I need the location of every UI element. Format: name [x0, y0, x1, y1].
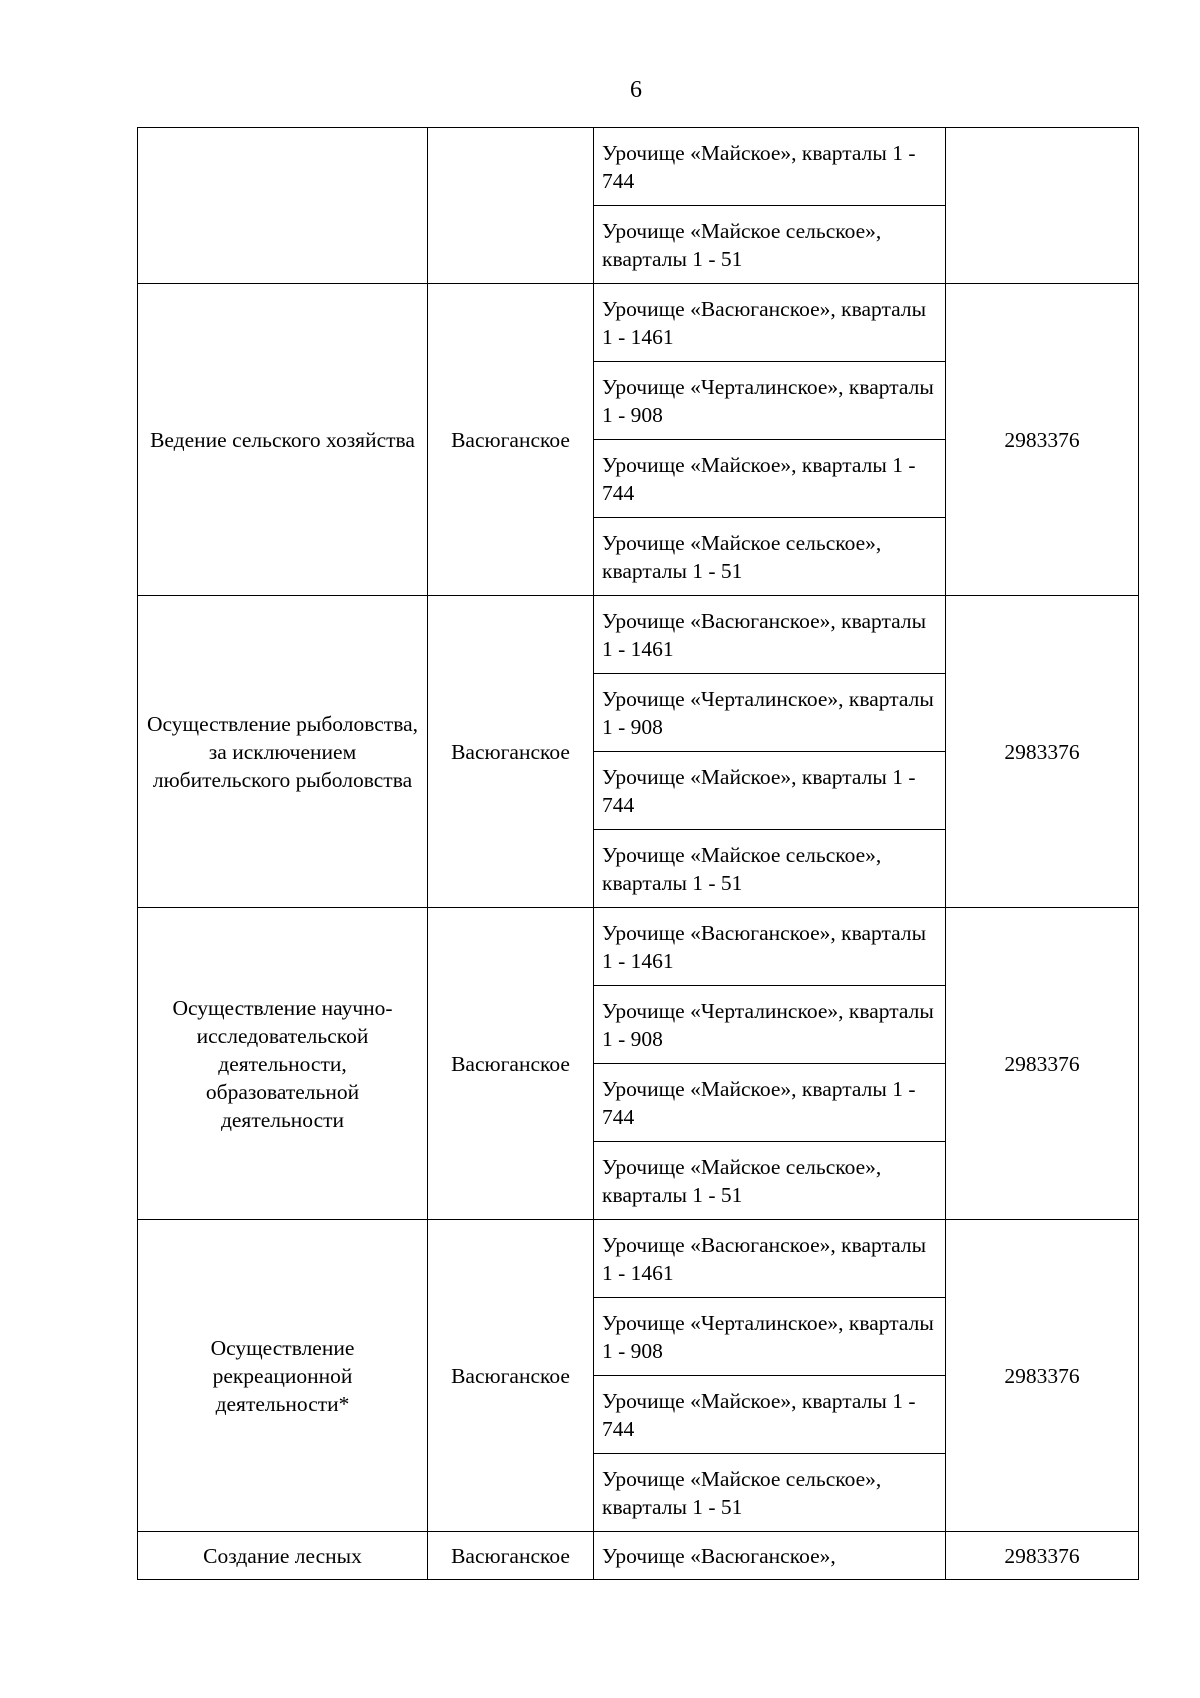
table-row: [138, 284, 1139, 362]
activity-cell: Осуществление рыболовства, за исключением любительского рыболовства: [138, 596, 428, 908]
tract-cell: Урочище «Майское», кварталы 1 - 744: [594, 1064, 946, 1142]
tract-cell: Урочище «Васюганское»,: [594, 1532, 946, 1580]
tract-cell: Урочище «Черталинское», кварталы 1 - 908: [594, 1298, 946, 1376]
forestry-cell: Васюганское: [428, 596, 594, 908]
activity-cell: Ведение сельского хозяйства: [138, 284, 428, 596]
forestry-cell: Васюганское: [428, 1532, 594, 1580]
forest-use-table: [137, 127, 1139, 1580]
tract-cell: Урочище «Майское сельское», кварталы 1 - 51: [594, 1454, 946, 1532]
tract-cell: Урочище «Майское», кварталы 1 - 744: [594, 752, 946, 830]
forestry-cell: [428, 128, 594, 284]
tract-cell: Урочище «Черталинское», кварталы 1 - 908: [594, 674, 946, 752]
activity-cell: Создание лесных: [138, 1532, 428, 1580]
tract-cell: Урочище «Васюганское», кварталы 1 - 1461: [594, 596, 946, 674]
table-row: [138, 128, 1139, 206]
area-cell: 2983376: [946, 596, 1139, 908]
forestry-cell: Васюганское: [428, 908, 594, 1220]
area-cell: 2983376: [946, 284, 1139, 596]
tract-cell: Урочище «Васюганское», кварталы 1 - 1461: [594, 908, 946, 986]
activity-cell: Осуществление рекреационной деятельности*: [138, 1220, 428, 1532]
tract-cell: Урочище «Черталинское», кварталы 1 - 908: [594, 362, 946, 440]
tract-cell: Урочище «Майское сельское», кварталы 1 - 51: [594, 830, 946, 908]
area-cell: 2983376: [946, 1220, 1139, 1532]
tract-cell: Урочище «Майское сельское», кварталы 1 - 51: [594, 518, 946, 596]
forestry-cell: Васюганское: [428, 284, 594, 596]
table-row: [138, 908, 1139, 986]
area-cell: [946, 128, 1139, 284]
page-number: 6: [630, 77, 642, 103]
tract-cell: Урочище «Майское», кварталы 1 - 744: [594, 440, 946, 518]
table-body: [138, 128, 1139, 1580]
tract-cell: Урочище «Васюганское», кварталы 1 - 1461: [594, 284, 946, 362]
area-cell: 2983376: [946, 908, 1139, 1220]
tract-cell: Урочище «Васюганское», кварталы 1 - 1461: [594, 1220, 946, 1298]
area-cell: 2983376: [946, 1532, 1139, 1580]
table-row: [138, 1220, 1139, 1298]
activity-cell: [138, 128, 428, 284]
tract-cell: Урочище «Майское», кварталы 1 - 744: [594, 128, 946, 206]
tract-cell: Урочище «Майское», кварталы 1 - 744: [594, 1376, 946, 1454]
tract-cell: Урочище «Майское сельское», кварталы 1 - 51: [594, 1142, 946, 1220]
table-row: [138, 1532, 1139, 1580]
activity-cell: Осуществление научно-исследовательской деятельности, образовательной деятельности: [138, 908, 428, 1220]
tract-cell: Урочище «Черталинское», кварталы 1 - 908: [594, 986, 946, 1064]
forestry-cell: Васюганское: [428, 1220, 594, 1532]
table-row: [138, 596, 1139, 674]
tract-cell: Урочище «Майское сельское», кварталы 1 - 51: [594, 206, 946, 284]
